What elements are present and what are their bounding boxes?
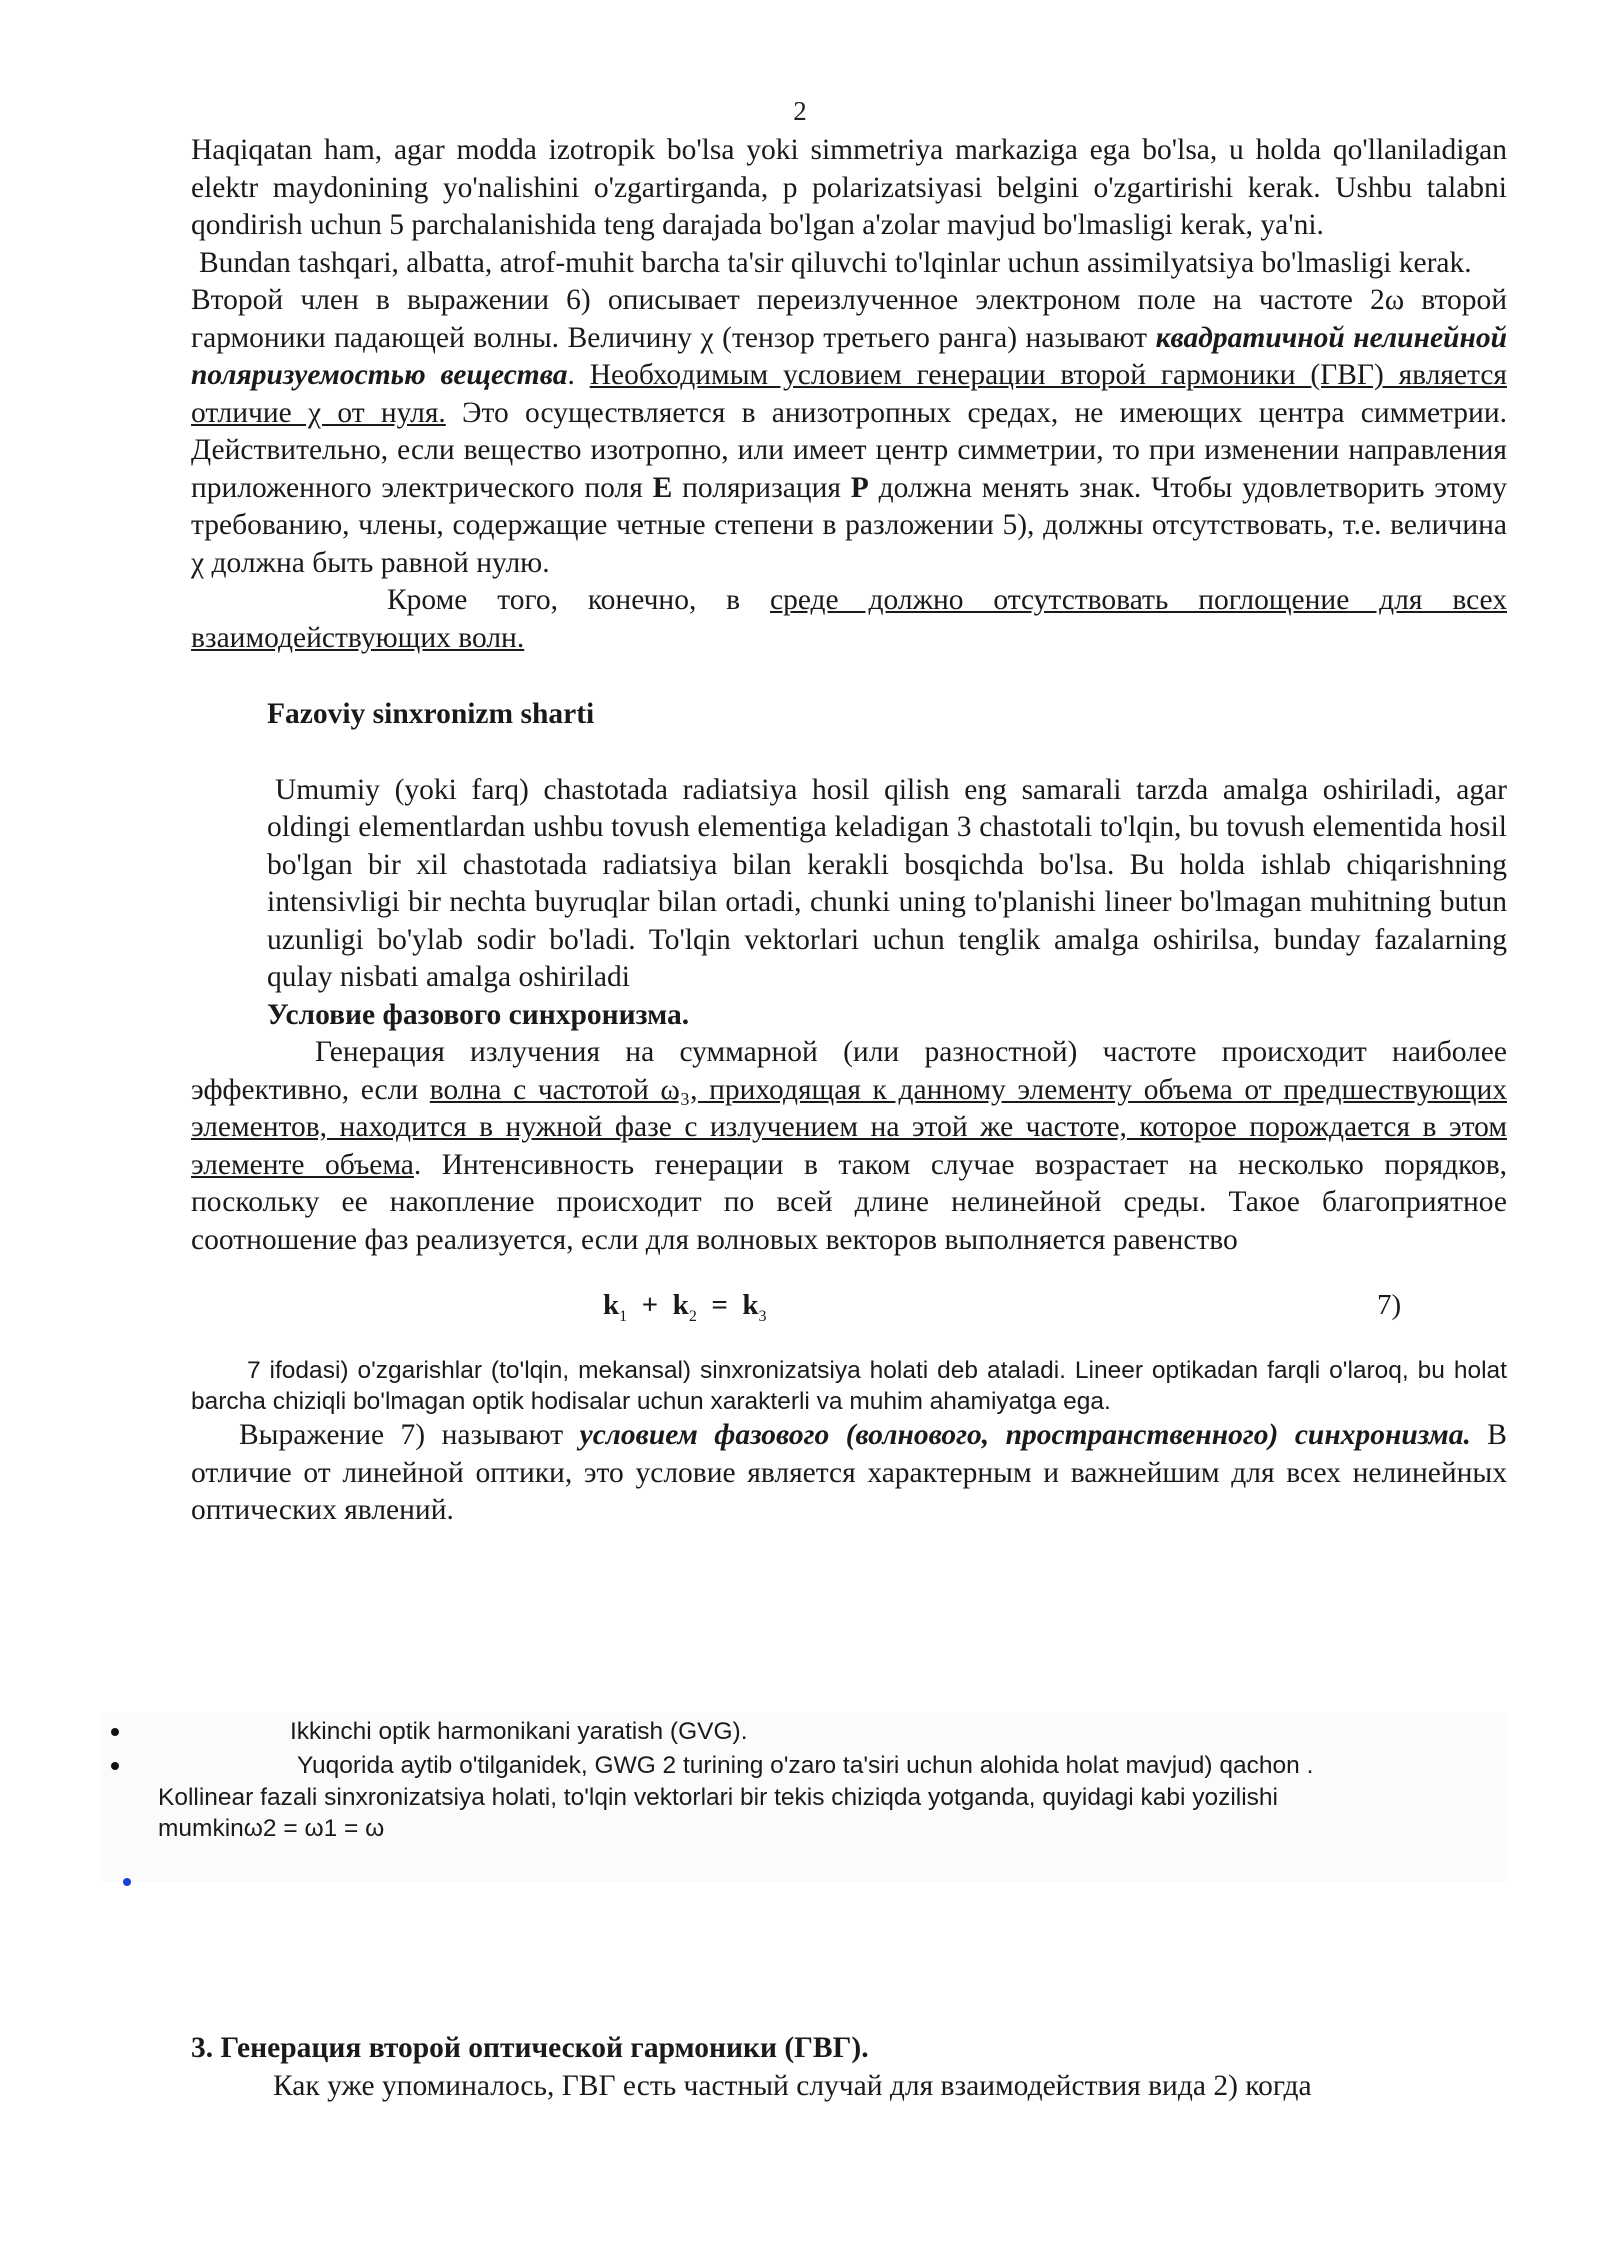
page-number: 2 xyxy=(793,96,807,126)
equals-sign: = xyxy=(711,1289,728,1321)
subscript: 1 xyxy=(619,1307,628,1325)
underlined-statement: волна с частотой ω₃, приходящая к данному элементу объема от предшествующих элементов, находится в нужной фазе с излучением на этой же частоте, которое порождается в этом элементе объема xyxy=(191,1073,1507,1181)
vector-k: k xyxy=(603,1289,620,1321)
formula-7 xyxy=(191,1281,1507,1331)
main-text xyxy=(191,132,1507,1530)
text-span: Кроме того, конечно, в xyxy=(387,584,770,616)
paragraph-uz-3: Umumiy (yoki farq) chastotada radiatsiya hosil qilish eng samarali tarzda amalga oshiriladi, agar oldingi elementlardan ushbu tovush elementiga keladigan 3 chastotali to'lqin, bu tovush elementida hosil bo'lgan bir xil chastotada radiatsiya bilan kerakli bosqichda bo'lsa. Bu holda ishlab chiqarishning intensivligi bir nechta buyruqlar bilan ortadi, chunki uning to'planishi lineer bo'lmagan muhitning butun uzunligi bo'ylab sodir bo'ladi. To'lqin vektorlari uchun tenglik amalga oshirilsa, bunday fazalarning qulay nisbati amalga oshiriladi xyxy=(267,773,1507,993)
text-span: Генерация излучения на суммарной (или разностной) частоте происходит наиболее эффективно, если xyxy=(191,1036,1507,1106)
section-3-text: Как уже упоминалось, ГВГ есть частный случай для взаимодействия вида 2) когда xyxy=(273,2069,1312,2102)
bullet-dot-icon xyxy=(123,1878,131,1886)
section-uz xyxy=(267,696,1507,1034)
equation xyxy=(603,1287,766,1335)
bullet-list xyxy=(100,1712,1508,1882)
equation-number: 7) xyxy=(1377,1289,1402,1321)
paragraph-uz-2: Bundan tashqari, albatta, atrof-muhit barcha ta'sir qiluvchi to'lqinlar uchun assimilyatsiya bo'lmasligi kerak. xyxy=(199,246,1472,279)
vector-k: k xyxy=(672,1289,689,1321)
emphasis-term: квадратичной нелинейной поляризуемостью вещества xyxy=(191,321,1507,391)
text-span: Выражение 7) называют xyxy=(239,1419,580,1451)
heading-ru: Условие фазового синхронизма. xyxy=(267,998,690,1031)
heading-uz: Fazoviy sinxronizm sharti xyxy=(267,698,595,730)
section-3 xyxy=(191,2030,1507,2105)
text-span: . Интенсивность генерации в таком случае возрастает на несколько порядков, поскольку ее накопление происходит по всей длине нелинейной среды. Такое благоприятное соотношение фаз реализуется, если для волновых векторов выполняется равенство xyxy=(191,1148,1507,1256)
text-span: Это осуществляется в анизотропных средах, не имеющих центра симметрии. Действительно, если вещество изотропно, или имеет центр симметрии, то при изменении направления приложенного электрического поля xyxy=(191,396,1508,504)
bullet-item-2-continuation: mumkinω2 = ω1 = ω xyxy=(158,1815,385,1842)
vector-k: k xyxy=(742,1289,759,1321)
section-3-title: 3. Генерация второй оптической гармоники (ГВГ). xyxy=(191,2032,869,2064)
paragraph-uz-1: Haqiqatan ham, agar modda izotropik bo'lsa yoki simmetriya markaziga ega bo'lsa, u holda qo'llaniladigan elektr maydonining yo'nalishini o'zgartirganda, p polarizatsiyasi belgini o'zgartirishi kerak. Ushbu talabni qondirish uchun 5 parchalanishida teng darajada bo'lgan a'zolar mavjud bo'lmasligi kerak, ya'ni. xyxy=(191,134,1507,241)
underlined-statement: среде должно отсутствовать поглощение для всех взаимодействующих волн. xyxy=(191,584,1507,654)
bullet-item-1: Ikkinchi optik harmonikani yaratish (GVG). xyxy=(290,1718,748,1745)
paragraph-uz-4: 7 ifodasi) o'zgarishlar (to'lqin, mekansal) sinxronizatsiya holati deb ataladi. Lineer optikadan farqli o'laroq, bu holat barcha chiziqli bo'lmagan optik hodisalar uchun xarakterli va muhim ahamiyatga ega. xyxy=(191,1357,1507,1415)
text-span: должна менять знак. Чтобы удовлетворить этому требованию, члены, содержащие четные степени в разложении 5), должны отсутствовать, т.е. величина χ должна быть равной нулю. xyxy=(191,471,1507,579)
bullet-item-2-continuation: Kollinear fazali sinxronizatsiya holati, to'lqin vektorlari bir tekis chiziqda yotganda, quyidagi kabi yozilishi xyxy=(158,1784,1278,1811)
text-span: . xyxy=(567,359,590,391)
text-span: В отличие от линейной оптики, это условие является характерным и важнейшим для всех нелинейных оптических явлений. xyxy=(191,1419,1507,1526)
text-span: поляризация xyxy=(672,471,851,504)
paragraph-ru-1 xyxy=(191,282,1507,582)
paragraph-ru-3 xyxy=(191,1034,1507,1259)
emphasis-term: условием фазового (волнового, пространственного) синхронизма. xyxy=(579,1419,1471,1451)
paragraph-ru-4 xyxy=(191,1417,1507,1530)
symbol-e: E xyxy=(652,471,673,504)
plus-sign: + xyxy=(641,1289,659,1321)
symbol-p: P xyxy=(850,471,869,504)
underlined-statement: Необходимым условием генерации второй гармоники (ГВГ) является отличие χ от нуля. xyxy=(191,359,1507,429)
bullet-dot-icon xyxy=(111,1728,119,1736)
text-span: Второй член в выражении 6) описывает переизлученное электроном поле на частоте 2ω второй гармоники падающей волны. Величину χ (тензор третьего ранга) называют xyxy=(191,284,1507,354)
bullet-item-2: Yuqorida aytib o'tilganidek, GWG 2 turining o'zaro ta'siri uchun alohida holat mavjud) qachon . xyxy=(297,1752,1314,1779)
paragraph-ru-2 xyxy=(191,582,1507,657)
subscript: 3 xyxy=(758,1307,767,1325)
subscript: 2 xyxy=(688,1307,697,1325)
bullet-dot-icon xyxy=(111,1762,119,1770)
